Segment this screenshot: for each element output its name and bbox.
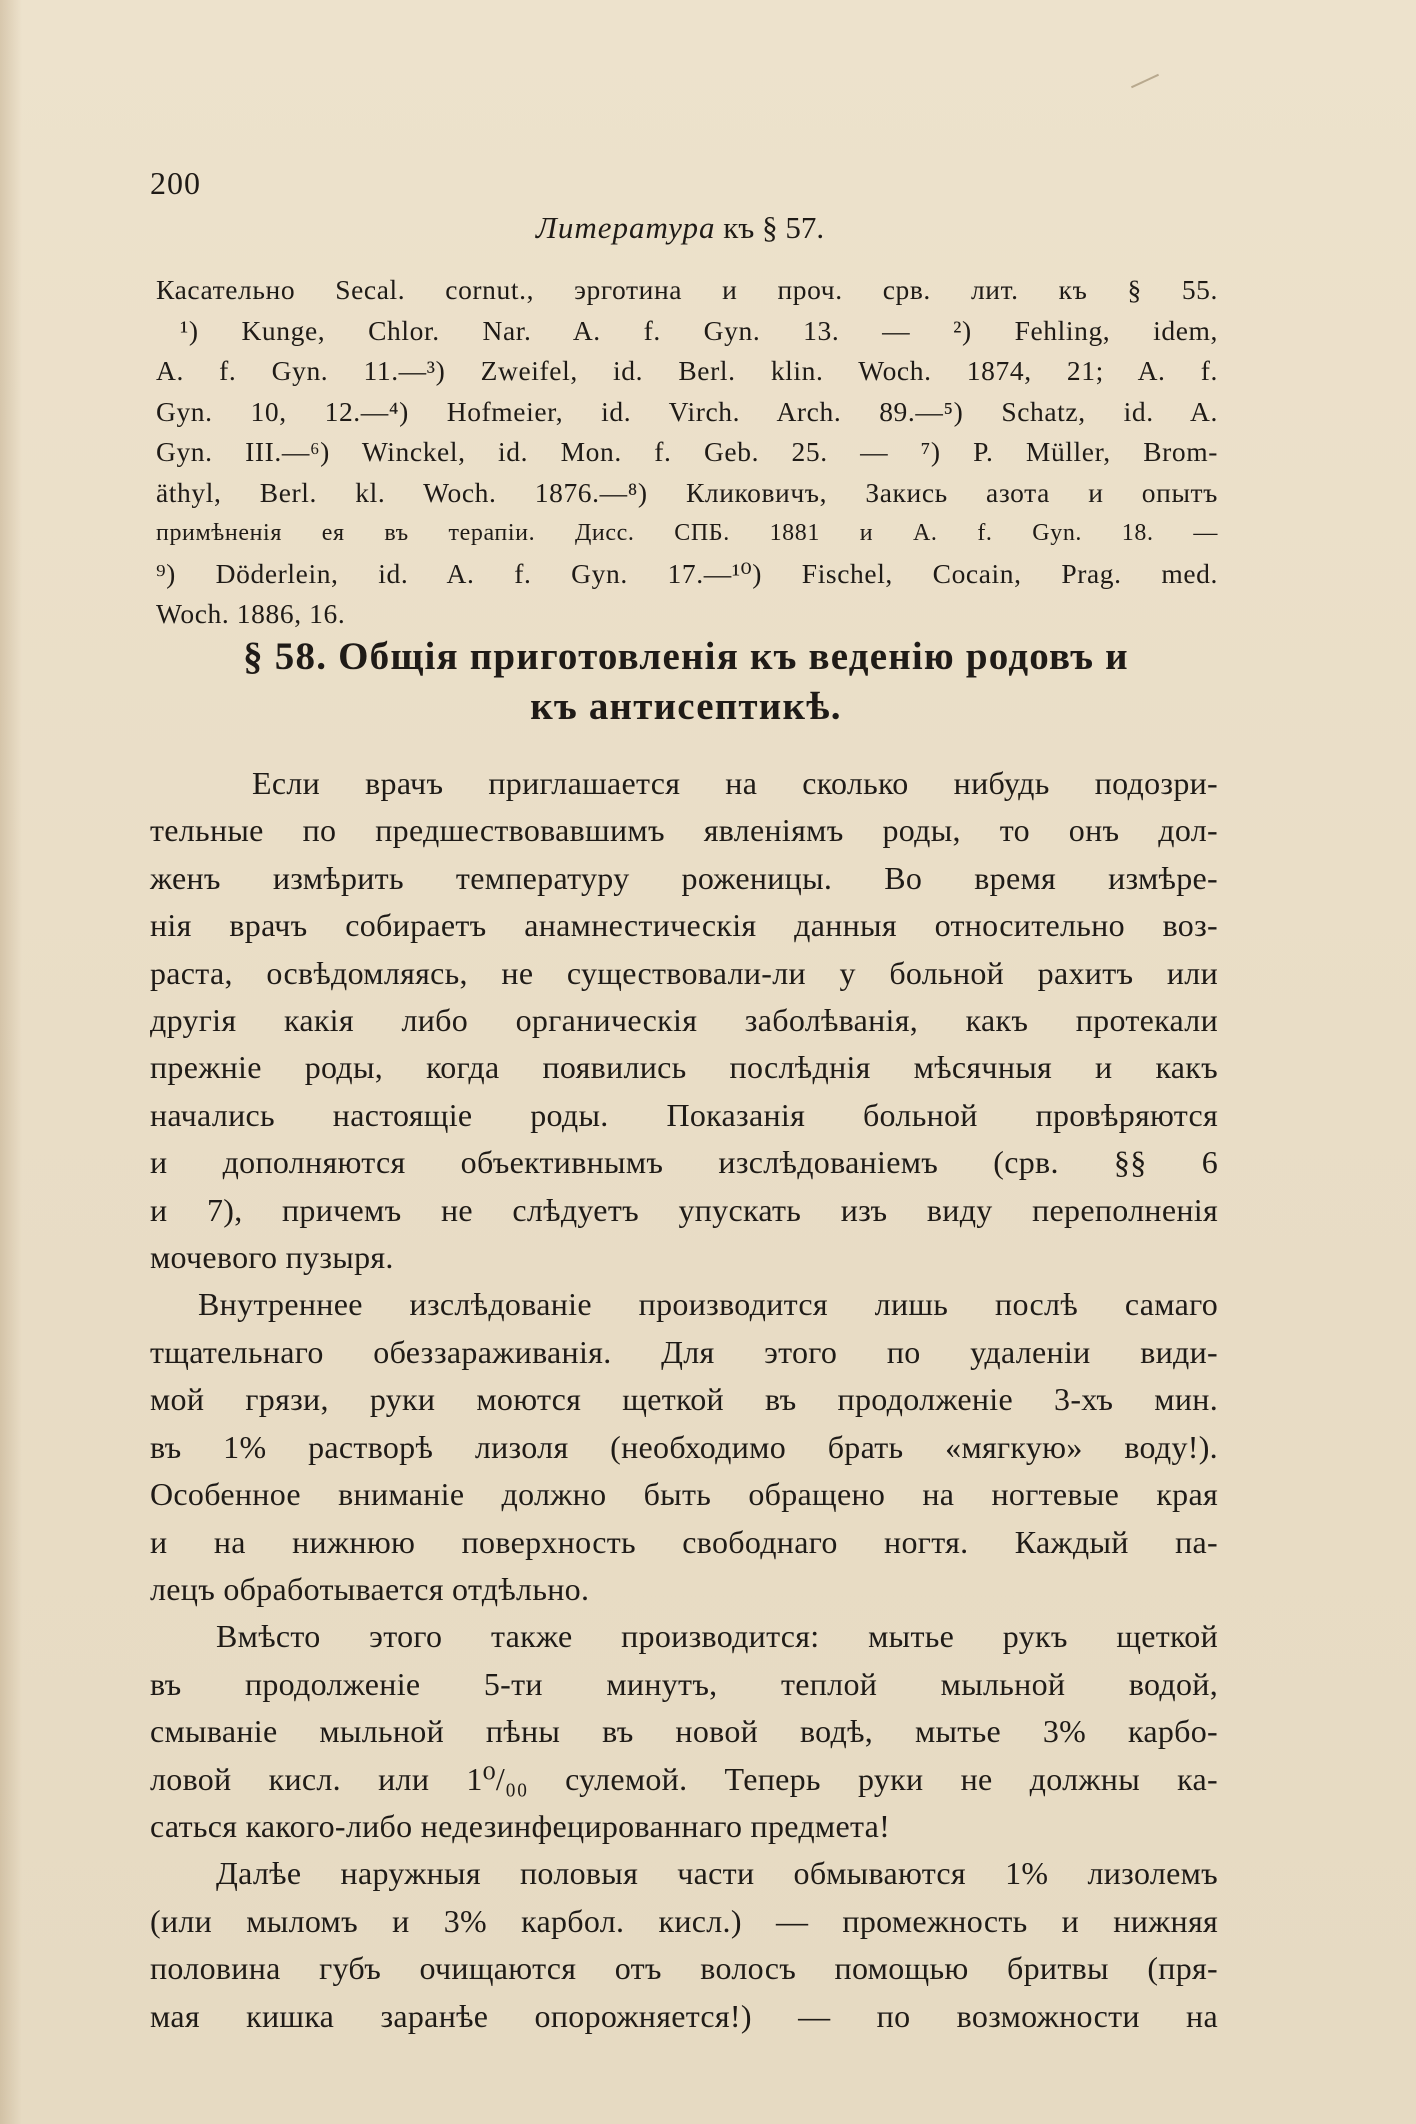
text-line: прежніе роды, когда появились послѣднія мѣсячныя и какъ bbox=[150, 1049, 1218, 1086]
text-line: въ продолженіе 5-ти минутъ, теплой мыльной водой, bbox=[150, 1665, 1218, 1702]
reference-line: примѣненія ея въ терапіи. Дисс. СПБ. 1881 и A. f. Gyn. 18. — bbox=[156, 520, 1218, 546]
text-line: мая кишка заранѣе опорожняется!) — по возможности на bbox=[150, 1997, 1218, 2034]
text-line: ловой кисл. или 1⁰/₀₀ сулемой. Теперь руки не должны ка- bbox=[150, 1760, 1218, 1797]
page-number: 200 bbox=[150, 165, 201, 201]
paragraph-4 bbox=[150, 1850, 1218, 2040]
text-line: и дополняются объективнымъ изслѣдованіемъ (срв. §§ 6 bbox=[150, 1144, 1218, 1181]
text-line: саться какого-либо недезинфецированнаго предмета! bbox=[150, 1807, 891, 1844]
reference-line: Woch. 1886, 16. bbox=[156, 598, 346, 629]
paragraph-3 bbox=[150, 1613, 1218, 1850]
reference-line: Gyn. III.—⁶) Winckel, id. Mon. f. Geb. 25. — ⁷) P. Müller, Brom- bbox=[156, 436, 1218, 467]
text-line: лецъ обработывается отдѣльно. bbox=[150, 1570, 590, 1607]
text-line: женъ измѣрить температуру роженицы. Во время измѣре- bbox=[150, 859, 1218, 896]
text-line: тщательнаго обеззараживанія. Для этого по удаленіи види- bbox=[150, 1333, 1218, 1370]
reference-line: äthyl, Berl. kl. Woch. 1876.—⁸) Кликовичъ, Закись азота и опытъ bbox=[156, 476, 1218, 508]
text-line: раста, освѣдомляясь, не существовали-ли у больной рахитъ или bbox=[150, 954, 1218, 991]
text-line: мочевого пузыря. bbox=[150, 1239, 394, 1276]
reference-line: A. f. Gyn. 11.—³) Zweifel, id. Berl. klin. Woch. 1874, 21; A. f. bbox=[156, 355, 1218, 386]
text-line: въ 1% растворѣ лизоля (необходимо брать «мягкую» воду!). bbox=[150, 1428, 1218, 1465]
text-line: Особенное вниманіе должно быть обращено на ногтевые края bbox=[150, 1476, 1218, 1513]
section-heading-line-2: къ антисептикѣ. bbox=[530, 685, 842, 728]
text-line: другія какія либо органическія заболѣванія, какъ протекали bbox=[150, 1002, 1218, 1039]
text-line: Если врачъ приглашается на сколько нибудь подозри- bbox=[252, 765, 1218, 801]
text-line: тельные по предшествовавшимъ явленіямъ роды, то онъ дол- bbox=[150, 812, 1218, 849]
text-line: и 7), причемъ не слѣдуетъ упускать изъ виду переполненія bbox=[150, 1191, 1218, 1228]
text-line: половина губъ очищаются отъ волосъ помощью бритвы (пря- bbox=[150, 1950, 1218, 1987]
body-text bbox=[150, 760, 1218, 2040]
text-line: и на нижнюю поверхность свободнаго ногтя. Каждый па- bbox=[150, 1523, 1218, 1560]
section-heading-line-1: § 58. Общія приготовленія къ веденію родовъ и bbox=[243, 635, 1129, 678]
text-line: начались настоящіе роды. Показанія больной провѣряются bbox=[150, 1096, 1218, 1133]
text-line: Вмѣсто этого также производится: мытье рукъ щеткой bbox=[216, 1618, 1218, 1655]
text-line: Далѣе наружныя половыя части обмываются 1% лизолемъ bbox=[216, 1855, 1218, 1892]
paragraph-1 bbox=[150, 760, 1218, 1281]
literature-heading-rest: къ § 57. bbox=[723, 210, 825, 245]
literature-heading bbox=[150, 210, 1210, 246]
literature-references bbox=[156, 270, 1218, 635]
reference-line: Gyn. 10, 12.—⁴) Hofmeier, id. Virch. Arch. 89.—⁵) Schatz, id. A. bbox=[156, 395, 1218, 427]
reference-line: Касательно Secal. cornut., эрготина и проч. срв. лит. къ § 55. bbox=[156, 274, 1218, 305]
text-line: Внутреннее изслѣдованіе производится лишь послѣ самаго bbox=[198, 1286, 1218, 1323]
reference-line: ¹) Kunge, Chlor. Nar. A. f. Gyn. 13. — ²) Fehling, idem, bbox=[180, 314, 1218, 346]
pencil-mark bbox=[1131, 74, 1159, 88]
literature-heading-italic: Литература bbox=[535, 210, 716, 245]
reference-line: ⁹) Döderlein, id. A. f. Gyn. 17.—¹⁰) Fischel, Cocain, Prag. med. bbox=[156, 557, 1218, 589]
text-line: смываніе мыльной пѣны въ новой водѣ, мытье 3% карбо- bbox=[150, 1713, 1218, 1750]
paragraph-2 bbox=[150, 1281, 1218, 1613]
text-line: нія врачъ собираетъ анамнестическія данныя относительно воз- bbox=[150, 907, 1218, 944]
text-line: (или мыломъ и 3% карбол. кисл.) — промежность и нижняя bbox=[150, 1902, 1218, 1939]
text-line: мой грязи, руки моются щеткой въ продолженіе 3-хъ мин. bbox=[150, 1381, 1218, 1418]
section-heading bbox=[150, 632, 1222, 732]
